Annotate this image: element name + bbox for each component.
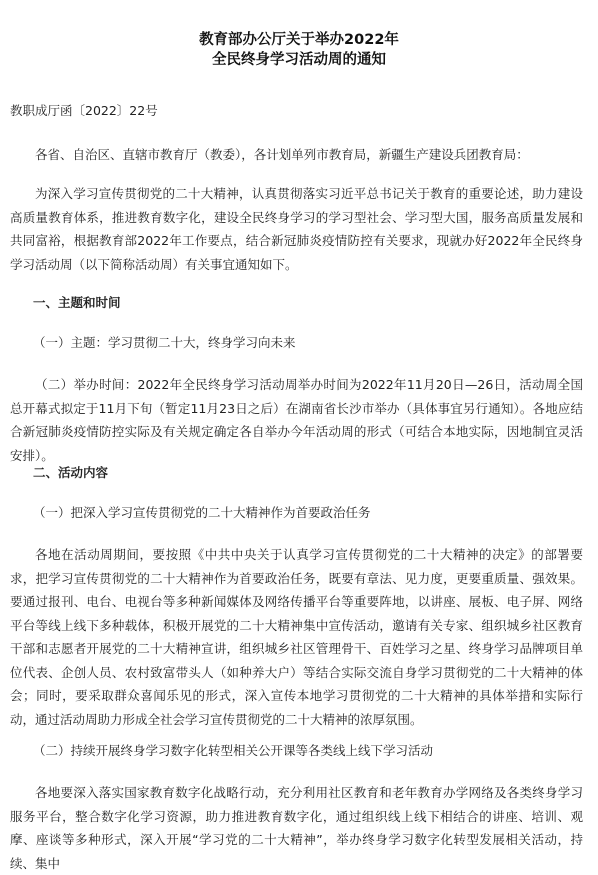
section-2-item-1-title: （一）把深入学习宣传贯彻党的二十大精神作为首要政治任务: [33, 505, 371, 520]
section-2-item-1-body: 各地在活动周期间，要按照《中共中央关于认真学习宣传贯彻党的二十大精神的决定》的部署要求，把学习宣传贯彻党的二十大精神作为首要政治任务，既要有章法、见力度，更要重质量、强效果。要通过报刊、电台、电视台等多种新闻媒体及网络传播平台等重要阵地，以讲座、展板、电子屏、网络平台等线上线下多种载体，积极开展党的二十大精神集中宣传活动，邀请有关专家、组织城乡社区教育干部和志愿者开展党的二十大精神宣讲，组织城乡社区管理骨干、百姓学习之星、终身学习品牌项目单位代表、企创人员、农村致富带头人（如种养大户）等结合实际交流自身学习贯彻党的二十大精神的体会；同时，要采取群众喜闻乐见的形式，深入宣传本地学习贯彻党的二十大精神的具体举措和实际行动，通过活动周助力形成全社会学习宣传贯彻党的二十大精神的浓厚氛围。: [10, 547, 583, 727]
document-title-line-2: 全民终身学习活动周的通知: [212, 52, 386, 68]
document-title-line-1: 教育部办公厅关于举办2022年: [199, 32, 399, 48]
intro-paragraph: 为深入学习宣传贯彻党的二十大精神，认真贯彻落实习近平总书记关于教育的重要论述，助力建设高质量教育体系，推进教育数字化，建设全民终身学习的学习型社会、学习型大国，服务高质量发展和共同富裕，根据教育部2022年工作要点，结合新冠肺炎疫情防控有关要求，现就办好2022年全民终身学习活动周（以下简称活动周）有关事宜通知如下。: [10, 186, 583, 272]
section-1-item-1: （一）主题：学习贯彻二十大，终身学习向未来: [33, 335, 296, 350]
section-1-heading: 一、主题和时间: [33, 295, 121, 310]
section-1-item-2: （二）举办时间：2022年全民终身学习活动周举办时间为2022年11月20日—26日，活动周全国总开幕式拟定于11月下旬（暂定11月23日之后）在湖南省长沙市举办（具体事宜另行通知）。各地应结合新冠肺炎疫情防控实际及有关规定确定各自举办今年活动周的形式（可结合本地实际，因地制宜灵活安排）。: [10, 377, 583, 463]
section-2-heading: 二、活动内容: [33, 465, 109, 480]
section-2-item-2-title: （二）持续开展终身学习数字化转型相关公开课等各类线上线下学习活动: [33, 743, 434, 758]
document-number: 教职成厅函〔2022〕22号: [10, 103, 158, 118]
section-2-item-2-body: 各地要深入落实国家教育数字化战略行动，充分利用社区教育和老年教育办学网络及各类终身学习服务平台，整合数字化学习资源，助力推进教育数字化，通过组织线上线下相结合的讲座、培训、观摩、座谈等多种形式，深入开展“学习党的二十大精神”，举办终身学习数字化转型发展相关活动，持续、集中: [10, 785, 583, 871]
salutation: 各省、自治区、直辖市教育厅（教委），各计划单列市教育局，新疆生产建设兵团教育局：: [35, 147, 529, 162]
